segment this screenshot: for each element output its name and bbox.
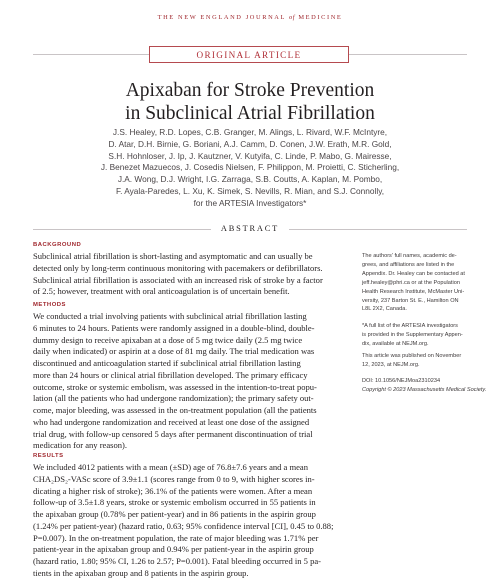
text-line: tients in the apixaban group and 8 patients in the aspirin group. bbox=[33, 567, 249, 578]
text-line: We conducted a trial involving patients with subclinical atrial fibrillation lasting bbox=[33, 311, 307, 321]
banner-rule-left bbox=[33, 54, 149, 55]
author-line: F. Ayala-Paredes, L. Xu, K. Simek, S. Nevills, R. Mian, and S.J. Connolly, bbox=[115, 185, 385, 196]
investigators-note bbox=[362, 322, 500, 349]
text-line: the apixaban group (0.78% per patient-year) and in 86 patients in the aspirin group bbox=[33, 509, 316, 519]
background-text bbox=[33, 251, 355, 298]
text-line: dicating a higher risk of stroke); 36.1% of the patients were women. After a mean bbox=[33, 485, 313, 496]
text-line: medication for any reason). bbox=[33, 440, 127, 451]
text-line: come, major bleeding, was assessed in the on-treatment population (all the patients bbox=[33, 405, 317, 415]
author-info-note bbox=[362, 252, 500, 314]
text-line: outcome, stroke or systemic embolism, was assessed in the intention-to-treat popu- bbox=[33, 381, 317, 392]
title-line: Apixaban for Stroke Prevention bbox=[125, 80, 375, 101]
doi-text: DOI: 10.1056/NEJMoa2310234 bbox=[362, 378, 441, 384]
text-line: lation (all the patients who had undergone randomization); the primary safety out- bbox=[33, 393, 314, 404]
note-line: The authors' full names, academic de- bbox=[362, 253, 457, 259]
results-heading: RESULTS bbox=[33, 453, 64, 459]
copyright-text: Copyright © 2023 Massachusetts Medical Society. bbox=[362, 386, 487, 393]
banner-rule-right bbox=[349, 54, 467, 55]
text-line: discontinued and anticoagulation started if subclinical atrial fibrillation lasting bbox=[33, 358, 301, 368]
text-line: daily when indicated) or aspirin at a dose of 81 mg daily. The trial medication was bbox=[33, 346, 315, 357]
text-line: 6 minutes to 24 hours. Patients were randomly assigned in a double-blind, double- bbox=[33, 322, 315, 333]
text-line: Subclinical atrial fibrillation is short-lasting and asymptomatic and can usually be bbox=[33, 251, 313, 261]
text-line: P=0.007). In the on-treatment population, the rate of major bleeding was 1.71% per bbox=[33, 532, 319, 543]
results-text bbox=[33, 462, 355, 580]
text-line: of 2.5; however, treatment with oral anticoagulation is of uncertain benefit. bbox=[33, 286, 290, 297]
text-line: follow-up of 3.5±1.8 years, stroke or systemic embolism occurred in 55 patients in bbox=[33, 497, 316, 508]
note-line: versity, 237 Barton St. E., Hamilton ON bbox=[362, 297, 459, 304]
methods-text bbox=[33, 311, 355, 452]
note-line: grees, and affiliations are listed in the bbox=[362, 261, 455, 268]
text-line: Subclinical atrial fibrillation is associated with an increased risk of stroke by a factor bbox=[33, 274, 323, 285]
author-line: J.S. Healey, R.D. Lopes, C.B. Granger, M. Alings, L. Rivard, W.F. McIntyre, bbox=[112, 127, 388, 137]
text-line: dummy design to receive apixaban at a dose of 5 mg twice daily (2.5 mg twice bbox=[33, 334, 303, 345]
text-line: detected only by long-term continuous monitoring with pacemakers or defibrillators. bbox=[33, 262, 323, 273]
text-line: (1.24% per patient-year) (hazard ratio, 0.63; 95% confidence interval [CI], 0.45 to 0.88; bbox=[33, 520, 334, 531]
note-line: Health Research Institute, McMaster Uni- bbox=[362, 288, 465, 295]
author-line: J.A. Wong, D.J. Wright, I.G. Zarraga, S.B. Coutts, A. Kaplan, M. Pombo, bbox=[117, 174, 383, 185]
text-line: (hazard ratio, 1.80; 95% CI, 1.26 to 2.57; P=0.001). Fatal bleeding occurred in 5 pa- bbox=[33, 556, 321, 566]
note-line: jeff.healey@phri.ca or at the Population bbox=[362, 279, 460, 286]
publication-note bbox=[362, 352, 500, 370]
title-line: in Subclinical Atrial Fibrillation bbox=[125, 103, 375, 124]
note-line: L8L 2X2, Canada. bbox=[362, 306, 407, 313]
text-line: who had undergone randomization and received at least one dose of the assigned bbox=[33, 416, 310, 427]
author-line: D. Atar, D.H. Birnie, G. Boriani, A.J. Camm, D. Conen, J.W. Erath, M.R. Gold, bbox=[108, 138, 392, 149]
methods-heading: METHODS bbox=[33, 302, 66, 308]
abstract-heading: ABSTRACT bbox=[0, 224, 500, 233]
author-line: S.H. Hohnloser, J. Ip, J. Kautzner, V. Kutyifa, C. Linde, P. Mabo, G. Mairesse, bbox=[108, 150, 392, 161]
note-line: This article was published on November bbox=[362, 353, 462, 359]
doi-note bbox=[362, 377, 500, 395]
background-heading: BACKGROUND bbox=[33, 242, 82, 248]
text-line: trial drug, with follow-up censored 5 days after permanent discontinuation of trial bbox=[33, 428, 313, 439]
journal-masthead: THE NEW ENGLAND JOURNAL of MEDICINE bbox=[157, 14, 343, 21]
author-line: J. Benezet Mazuecos, J. Cosedis Nielsen, F. Philippon, M. Proietti, C. Sticherling, bbox=[100, 162, 400, 173]
note-line: 12, 2023, at NEJM.org. bbox=[362, 361, 420, 368]
note-line: Appendix. Dr. Healey can be contacted at bbox=[362, 270, 465, 277]
text-line: CHA₂DS₂-VASc score of 3.9±1.1 (scores range from 0 to 9, with higher scores in- bbox=[33, 473, 315, 484]
note-line: is provided in the Supplementary Appen- bbox=[362, 331, 463, 338]
article-title bbox=[0, 79, 500, 125]
author-list bbox=[20, 127, 480, 210]
note-line: dix, available at NEJM.org. bbox=[362, 340, 429, 347]
text-line: more than 24 hours or clinical atrial fibrillation developed. The primary efficacy bbox=[33, 369, 308, 380]
text-line: patient-year in the apixaban group and 0.94% per patient-year in the aspirin group bbox=[33, 544, 314, 555]
text-line: We included 4012 patients with a mean (±SD) age of 76.8±7.6 years and a mean bbox=[33, 462, 308, 472]
article-type-banner: ORIGINAL ARTICLE bbox=[149, 46, 349, 63]
note-line: *A full list of the ARTESIA investigators bbox=[362, 323, 458, 329]
author-line: for the ARTESIA Investigators* bbox=[193, 197, 307, 208]
